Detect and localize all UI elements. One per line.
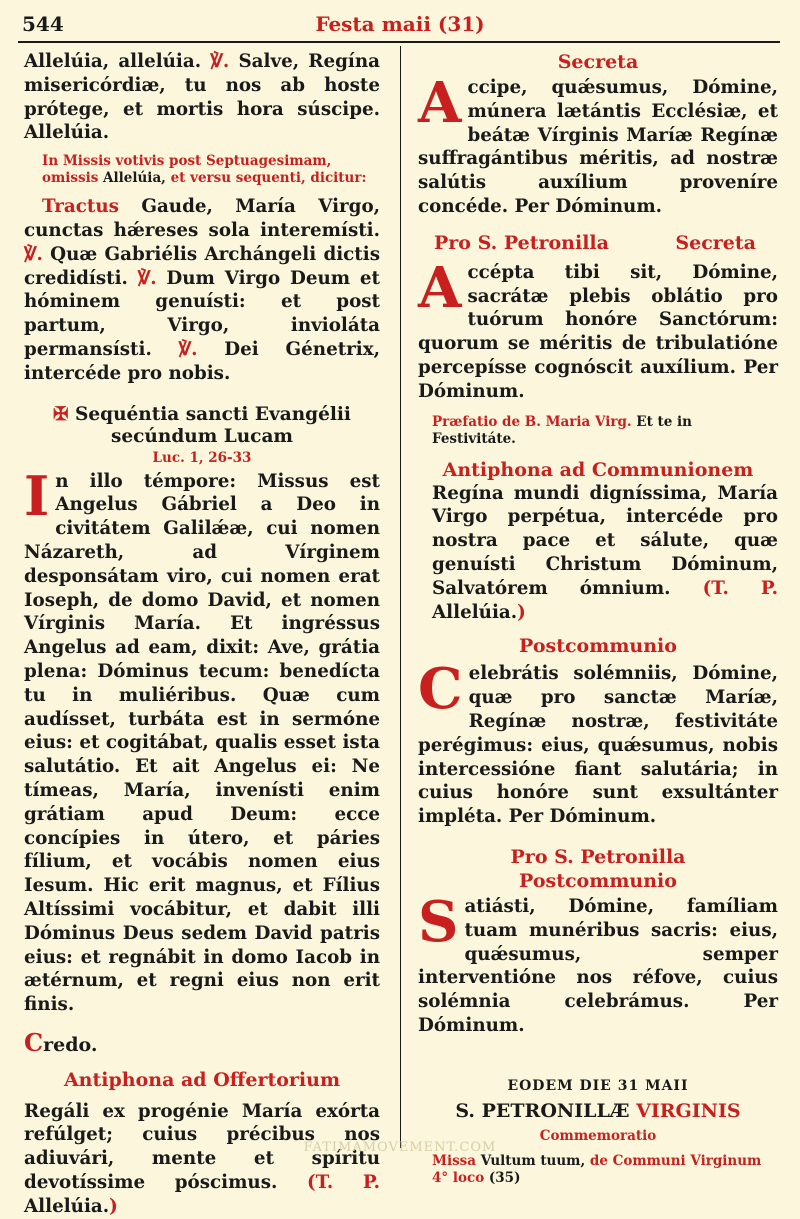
- right-column: [418, 50, 778, 1187]
- petronilla-secreta-heading: Pro S. Petronilla Secreta: [434, 231, 756, 254]
- drop-cap: S: [418, 888, 459, 955]
- page-number: 544: [22, 12, 64, 36]
- commemoratio: Commemoratio: [539, 1127, 657, 1144]
- drop-cap: A: [418, 254, 462, 321]
- gospel-text: In illo témpore: Missus est Angelus Gábriel a Deo in civitátem Galilǽæ, cui nomen Názareth, ad Vírginem desponsátam viro, cui nomen erat Ioseph, de domo David, et nomen Vírginis María. Et ingréssus Angelus ad eam, dixit: Ave, grátia plena: Dóminus tecum: benedícta tu in muliéribus. Quæ cum audísset, turbáta est in sermóne eius: et cogitábat, qualis esset ista salutátio. Et ait Angelus ei: Ne tímeas, María, invenísti enim grátiam apud Deum: ecce concípies in útero, et páries fílium, et vocábis nomen eius Iesum. Hic erit magnus, et Fílius Altíssimi vocábitur, et dabit illi Dóminus Deus sedem David patris eius: et regnábit in domo Iacob in ætérnum, et regni eius non erit finis.: [24, 463, 380, 1016]
- postcommunio-title: Postcommunio: [519, 635, 677, 658]
- offertory-text: Regáli ex progénie María exórta refúlget; cuius précibus nos adiuvári, mente et spíritu devotíssime póscimus. (T. P. Allelúia.): [24, 1100, 380, 1217]
- petronilla-post-text: Satiásti, Dómine, famíliam tuam munéribus sacris: eius, quǽsumus, semper interventióne nos réfove, cuius solémnia celebrámus. Per Dóminum.: [418, 888, 778, 1036]
- offertory-title: Antiphona ad Offertorium: [63, 1068, 341, 1091]
- gospel-heading: ✠ Sequéntia sancti Evangélii secúndum Lucam Luc. 1, 26-33: [24, 404, 380, 466]
- versicle-icon: ℣.: [137, 267, 157, 289]
- credo: Credo.: [24, 1027, 98, 1057]
- drop-cap: A: [418, 70, 462, 136]
- header-rule: [18, 41, 780, 43]
- petronilla-secreta-text: Accépta tibi sit, Dómine, sacrátæ plebis oblátio pro tuórum honóre Sanctórum: quorum se méritis de tribulatióne percepísse cognóscit auxílium. Per Dóminum.: [418, 254, 778, 402]
- alleluia-verse: Allelúia, allelúia. ℣. Salve, Regína misericórdiæ, tu nos ab hoste prótege, et mortis hora súscipe. Allelúia.: [24, 51, 380, 144]
- drop-cap: C: [418, 656, 463, 723]
- tractus-label: Tractus: [42, 196, 119, 218]
- drop-cap: I: [24, 463, 50, 528]
- eodem-die: EODEM DIE 31 MAII: [507, 1077, 689, 1094]
- left-column: [24, 50, 380, 1219]
- petronilla-post-subtitle: Postcommunio: [519, 869, 677, 892]
- gospel-citation: Luc. 1, 26-33: [152, 449, 252, 466]
- running-title: Festa maii (31): [315, 12, 485, 36]
- secreta-title: Secreta: [557, 51, 639, 73]
- versicle-icon: ℣.: [210, 51, 230, 72]
- column-divider: [400, 46, 401, 1148]
- communion-title: Antiphona ad Communionem: [442, 458, 754, 481]
- watermark: FATIMAMOVEMENT.COM: [303, 1140, 497, 1155]
- secreta-text: Accipe, quǽsumus, Dómine, múnera lætántis Ecclésiæ, et beátæ Vírginis Maríæ Regínæ suffragántibus méritis, ad nostræ salútis auxílium proveníre concéde. Per Dóminum.: [418, 70, 778, 217]
- communion-text: Regína mundi digníssima, María Virgo perpétua, intercéde pro nostra pace et sálute, quæ genuísti Christum Dóminum, Salvatórem ómnium. (T. P. Allelúia.): [432, 482, 778, 623]
- versicle-icon: ℣.: [24, 243, 43, 265]
- missa-rubric: Missa Vultum tuum, de Communi Virginum 4° loco (35): [432, 1152, 762, 1186]
- postcommunio-text: Celebrátis solémniis, Dómine, quæ pro sanctæ Maríæ, Regínæ nostræ, festivitáte perégimus: eius, quǽsumus, nobis intercessióne fiant salutária; in cuius honóre sunt exsultánter impléta. Per Dóminum.: [418, 656, 778, 828]
- cross-icon: ✠: [53, 403, 69, 425]
- versicle-icon: ℣.: [178, 338, 198, 360]
- tractus: Tractus Gaude, María Virgo, cunctas hǽreses sola interemísti. ℣. Quæ Gabriélis Archángeli dictis credidísti. ℣. Dum Virgo Deum et hóminem genuísti: et post partum, Virgo, invioláta permansísti. ℣. Dei Génetrix, intercéde pro nobis.: [24, 196, 380, 384]
- petronilla-post-title: Pro S. Petronilla: [510, 845, 686, 868]
- praefatio-rubric: Præfatio de B. Maria Virg. Et te in Festivitáte.: [432, 413, 692, 447]
- saint-title: S. PETRONILLÆ VIRGINIS: [455, 1099, 741, 1122]
- votive-rubric: In Missis votivis post Septuagesimam, omissis Allelúia, et versu sequenti, dicitur:: [42, 153, 367, 187]
- page-header: [0, 0, 800, 44]
